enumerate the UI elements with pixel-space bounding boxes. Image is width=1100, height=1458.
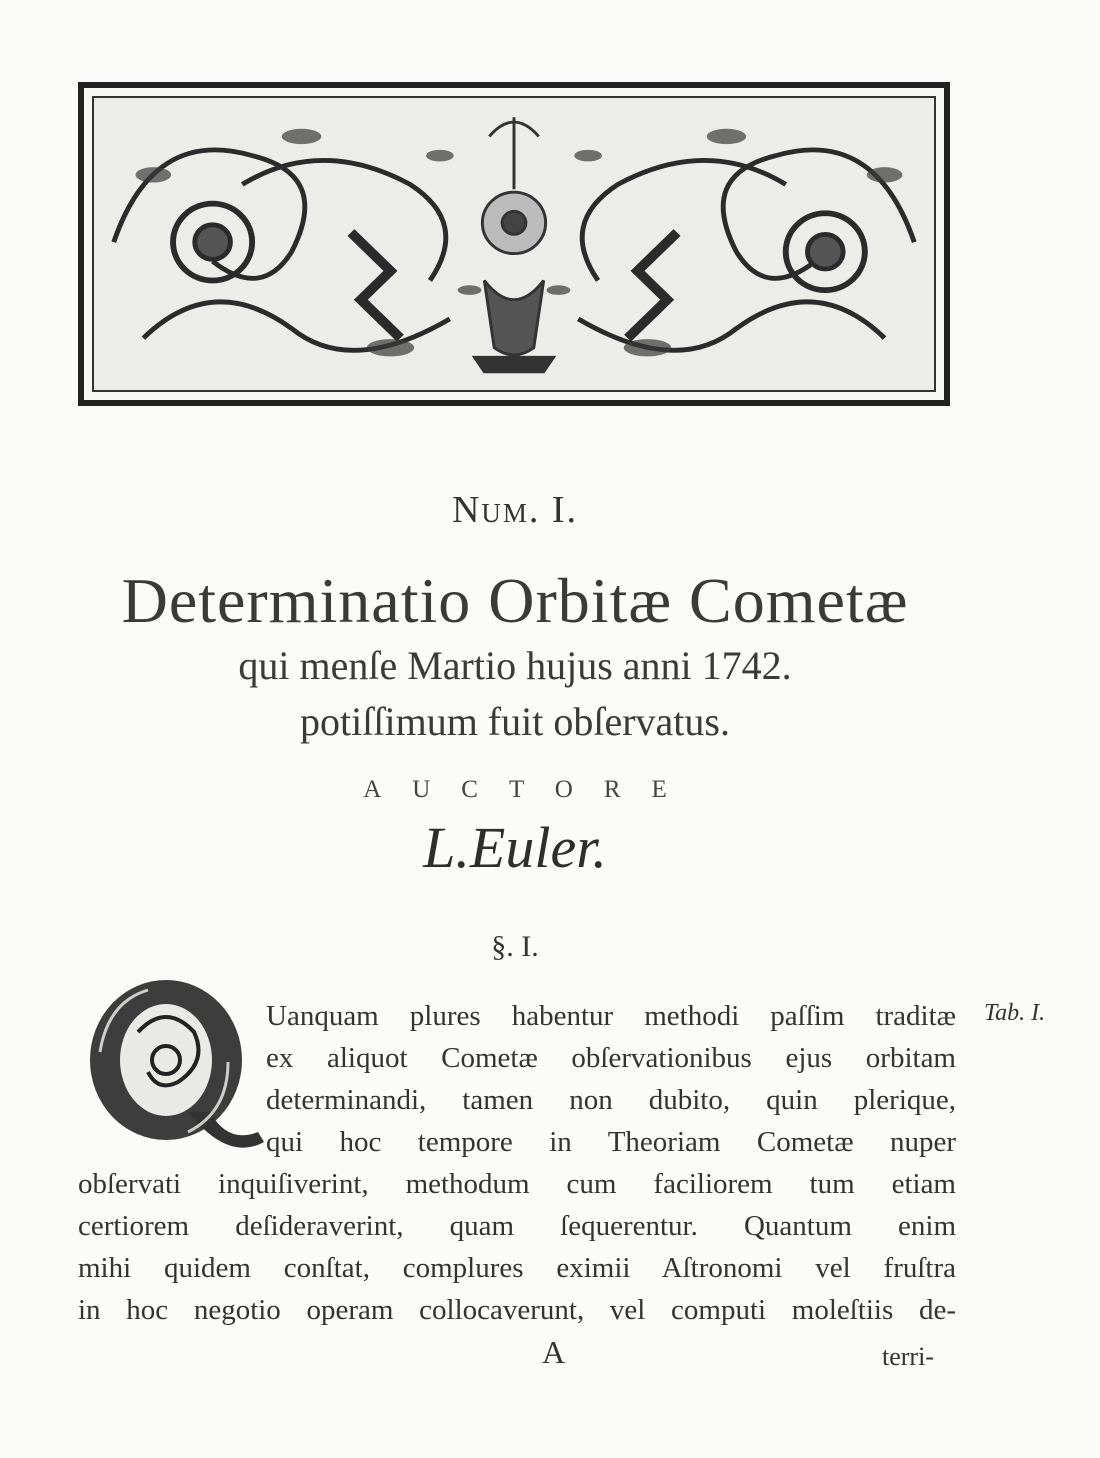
article-title-line-1: Determinatio Orbitæ Cometæ xyxy=(121,565,909,636)
body-line-6: certiorem deſideraverint, quam ſequerentur. Quantum enim xyxy=(78,1210,956,1242)
margin-note-table-ref: Tab. I. xyxy=(984,1000,1046,1026)
author-name: L.Euler. xyxy=(423,815,607,880)
signature-mark: A xyxy=(542,1334,566,1370)
article-title-line-3: potiſſimum fuit obſervatus. xyxy=(300,699,730,744)
headpiece-ornament-image xyxy=(94,98,934,390)
drop-cap-q-icon xyxy=(78,972,264,1170)
section-heading: §. I. xyxy=(491,930,539,963)
body-line-4: qui hoc tempore in Theoriam Cometæ nuper xyxy=(266,1126,956,1158)
body-line-7: mihi quidem conſtat, complures eximii Aſtronomi vel fruſtra xyxy=(78,1252,956,1284)
body-line-2: ex aliquot Cometæ obſervationibus ejus orbitam xyxy=(266,1042,956,1074)
drop-cap-ornament xyxy=(78,972,264,1170)
body-line-3: determinandi, tamen non dubito, quin plerique, xyxy=(266,1084,956,1116)
auctore-label: AUCTORE xyxy=(363,776,698,803)
ornamental-headpiece xyxy=(78,82,950,406)
body-line-8: in hoc negotio operam collocaverunt, vel computi moleſtiis de- xyxy=(78,1294,956,1326)
catchword: terri- xyxy=(882,1342,934,1371)
body-line-1: Uanquam plures habentur methodi paſſim traditæ xyxy=(266,1000,956,1032)
article-number: Num. I. xyxy=(451,489,579,531)
body-line-5: obſervati inquiſiverint, methodum cum faciliorem tum etiam xyxy=(78,1168,956,1200)
article-title-line-2: qui menſe Martio hujus anni 1742. xyxy=(238,643,792,688)
